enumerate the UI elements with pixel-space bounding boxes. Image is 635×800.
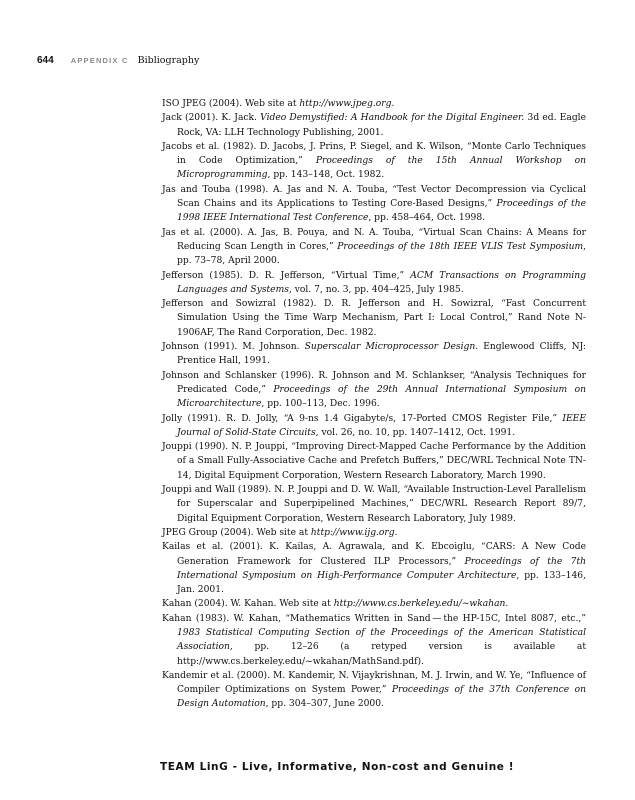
reference-text-part: Kahan (2004). W. Kahan. Web site at	[162, 599, 334, 610]
reference-entry	[162, 526, 586, 540]
reference-entry	[162, 226, 586, 269]
reference-italic-part: Proceedings of the 29th Annual International Symposium on Microarchitecture	[177, 384, 586, 410]
reference-text-part: Jas and Touba (1998). A. Jas and N. A. Touba, “Test Vector Decompression via Cyclical Scan Chains and its Applications to Testing Core-Based Designs,”	[162, 184, 586, 210]
reference-italic-part: Video Demystified: A Handbook for the Digital Engineer.	[260, 113, 525, 124]
reference-text-part: ISO JPEG (2004). Web site at	[162, 99, 300, 109]
reference-text-part: , pp. 458–464, Oct. 1998.	[368, 213, 486, 224]
reference-italic-part: Superscalar Microprocessor Design.	[304, 342, 479, 353]
reference-text-part: Johnson and Schlansker (1996). R. Johnson and M. Schlankser, “Analysis Techniques for Predicated Code,”	[162, 370, 586, 395]
reference-entry	[162, 297, 586, 340]
reference-entry	[162, 269, 586, 298]
appendix-label: APPENDIX C	[70, 56, 129, 65]
reference-text-part: , pp. 304–307, June 2000.	[265, 699, 384, 710]
reference-italic-part: Proceedings of the 18th IEEE VLIS Test Symposium	[337, 241, 584, 252]
reference-entry	[162, 97, 586, 111]
reference-italic-part: 1983 Statistical Computing Section of the Proceedings of the American Statistical Association	[177, 627, 586, 653]
reference-entry	[162, 369, 586, 412]
reference-text-part: Jouppi and Wall (1989). N. P. Jouppi and D. W. Wall, “Available Instruction-Level Parallelism for Superscalar and Superpipelined Machines,” DEC/WRL Research Report 89/7, Digital Equipment Corporation, Western Research Laboratory, July 1989.	[162, 485, 586, 524]
reference-text-part: Kandemir et al. (2000). M. Kandemir, N. Vijaykrishnan, M. J. Irwin, and W. Ye, “Influence of Compiler Optimizations on System Power,”	[162, 670, 586, 696]
reference-text-part: Jefferson and Sowizral (1982). D. R. Jefferson and H. Sowizral, “Fast Concurrent Simulation Using the Time Warp Mechanism, Part I: Local Control,” Rand Note N-1906AF, The Rand Corporation, Dec. 1982.	[162, 299, 586, 338]
reference-text-part: Jack (2001). K. Jack.	[162, 113, 261, 124]
reference-entry	[162, 540, 586, 597]
reference-text-part: .	[391, 99, 395, 109]
reference-italic-part: Proceedings of the 7th International Symposium on High-Performance Computer Architecture	[177, 556, 586, 581]
reference-entry	[162, 140, 586, 183]
reference-text-part: Jolly (1991). R. D. Jolly, “A 9-ns 1.4 Gigabyte/s, 17-Ported CMOS Register File,”	[162, 413, 563, 424]
reference-italic-part: http://www.cs.berkeley.edu/~wkahan	[333, 599, 506, 610]
reference-text-part: .	[394, 527, 398, 538]
reference-entry	[162, 111, 586, 140]
reference-text-part: Kahan (1983). W. Kahan, “Mathematics Written in Sand — the HP-15C, Intel 8087, etc.,”	[162, 613, 586, 624]
reference-entry	[162, 669, 586, 712]
reference-list	[162, 97, 586, 712]
reference-entry	[162, 183, 586, 226]
reference-italic-part: http://www.ijg.org	[310, 527, 395, 538]
reference-italic-part: http://www.jpeg.org	[299, 99, 392, 109]
reference-text-part: , vol. 7, no. 3, pp. 404–425, July 1985.	[288, 284, 464, 295]
reference-text-part: , pp. 133–146, Jan. 2001.	[177, 570, 586, 596]
reference-text-part: Jacobs et al. (1982). D. Jacobs, J. Prins, P. Siegel, and K. Wilson, “Monte Carlo Techniques in Code Optimization,”	[162, 141, 586, 167]
reference-italic-part: IEEE Journal of Solid-State Circuits	[177, 413, 586, 438]
reference-text-part: 3d ed. Eagle Rock, VA: LLH Technology Publishing, 2001.	[177, 113, 586, 138]
reference-text-part: JPEG Group (2004). Web site at	[162, 527, 311, 538]
reference-entry	[162, 412, 586, 441]
section-title: Bibliography	[137, 55, 200, 66]
reference-text-part: , vol. 26, no. 10, pp. 1407–1412, Oct. 1991.	[315, 427, 516, 438]
reference-entry	[162, 612, 586, 669]
reference-entry	[162, 440, 586, 483]
reference-entry	[162, 340, 586, 369]
reference-text-part: Jefferson (1985). D. R. Jefferson, “Virtual Time,”	[162, 270, 411, 281]
reference-entry	[162, 597, 586, 611]
reference-text-part: Johnson (1991). M. Johnson.	[162, 342, 305, 353]
reference-text-part: , pp. 143–148, Oct. 1982.	[267, 170, 385, 181]
reference-text-part: .	[505, 599, 509, 610]
reference-text-part: , pp. 73–78, April 2000.	[177, 241, 587, 267]
reference-text-part: Jouppi (1990). N. P. Jouppi, “Improving Direct-Mapped Cache Performance by the Addition of a Small Fully-Associative Cache and Prefetch Buffers,” DEC/WRL Technical Note TN-14, Digital Equipment Corporation, Western Research Laboratory, March 1990.	[162, 442, 586, 481]
reference-text-part: Englewood Cliffs, NJ: Prentice Hall, 1991.	[177, 342, 586, 367]
reference-text-part: , pp. 100–113, Dec. 1996.	[261, 399, 380, 410]
reference-italic-part: Proceedings of the 1998 IEEE International Test Conference	[177, 199, 587, 224]
reference-text-part: Kailas et al. (2001). K. Kailas, A. Agrawala, and K. Ebcoiglu, “CARS: A New Code Generation Framework for Clustered ILP Processors,”	[162, 542, 586, 567]
reference-italic-part: Proceedings of the 37th Conference on Design Automation	[177, 685, 586, 710]
reference-entry	[162, 483, 586, 526]
footer-watermark: TEAM LinG - Live, Informative, Non-cost and Genuine !	[160, 761, 515, 773]
reference-italic-part: ACM Transactions on Programming Languages and Systems	[177, 270, 586, 295]
running-header	[37, 55, 199, 66]
reference-text-part: , pp. 12–26 (a retyped version is available at http://www.cs.berkeley.edu/~wkahan/MathSand.pdf).	[177, 642, 586, 667]
reference-italic-part: Proceedings of the 15th Annual Workshop on Microprogramming	[177, 156, 586, 181]
page-number: 644	[37, 55, 54, 66]
reference-text-part: Jas et al. (2000). A. Jas, B. Pouya, and N. A. Touba, “Virtual Scan Chains: A Means for Reducing Scan Length in Cores,”	[162, 227, 586, 252]
